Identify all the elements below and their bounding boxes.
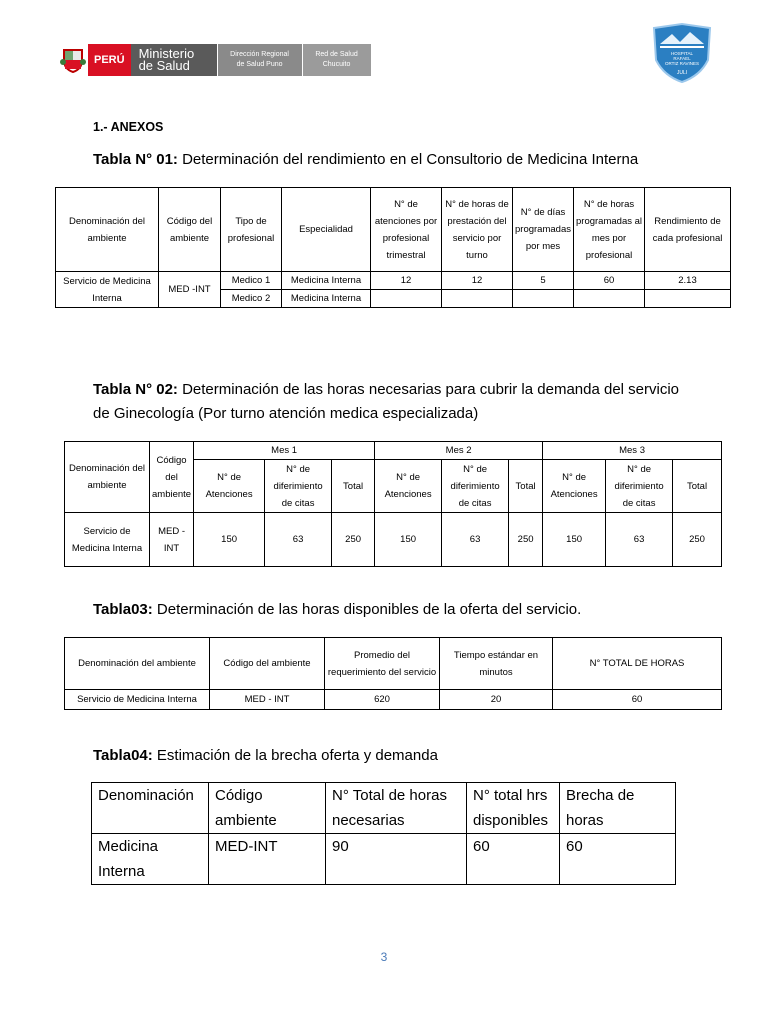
table-header: Denominación bbox=[92, 783, 209, 834]
table-header: N° TOTAL DE HORAS bbox=[553, 638, 722, 690]
table-header: N° de horas de prestación del servicio por turno bbox=[442, 188, 513, 272]
peru-label: PERÚ bbox=[88, 44, 131, 76]
table-header: Código del ambiente bbox=[150, 442, 194, 513]
table3-caption: Tabla03: Determinación de las horas disponibles de la oferta del servicio. bbox=[93, 601, 582, 618]
table-header: Promedio del requerimiento del servicio bbox=[325, 638, 440, 690]
table-header: Brecha de horas bbox=[560, 783, 676, 834]
table-header: Denominación del ambiente bbox=[65, 442, 150, 513]
government-banner bbox=[58, 44, 371, 76]
table-header: N° Total de horas necesarias bbox=[326, 783, 467, 834]
table-header: Mes 3 bbox=[543, 442, 722, 460]
table-row: Servicio de Medicina Interna MED -INT Medico 1 Medicina Interna 12 12 5 60 2.13 bbox=[56, 272, 731, 290]
table-header: N° de Atenciones bbox=[194, 460, 265, 513]
peru-coat-of-arms-icon bbox=[58, 44, 88, 76]
page-number: 3 bbox=[380, 950, 388, 964]
ministry-label: Ministerio de Salud bbox=[131, 44, 217, 76]
table1 bbox=[55, 187, 731, 308]
table-header: N° de atenciones por profesional trimestral bbox=[371, 188, 442, 272]
section-heading: 1.- ANEXOS bbox=[93, 120, 164, 134]
table-header: N° de diferimiento de citas bbox=[442, 460, 509, 513]
table3 bbox=[64, 637, 722, 710]
table2 bbox=[64, 441, 722, 567]
table-header: Denominación del ambiente bbox=[56, 188, 159, 272]
table4-caption: Tabla04: Estimación de la brecha oferta y demanda bbox=[93, 747, 438, 764]
table-header: N° de Atenciones bbox=[543, 460, 606, 513]
table-header: Mes 2 bbox=[375, 442, 543, 460]
table-header: N° de Atenciones bbox=[375, 460, 442, 513]
table-header: N° de diferimiento de citas bbox=[265, 460, 332, 513]
svg-text:RAFAEL: RAFAEL bbox=[673, 56, 691, 61]
table-header: Rendimiento de cada profesional bbox=[645, 188, 731, 272]
table-header: Código del ambiente bbox=[210, 638, 325, 690]
table-row: Medico 2 Medicina Interna bbox=[56, 290, 731, 308]
table-row: Servicio de Medicina Interna MED - INT 150 63 250 150 63 250 150 63 250 bbox=[65, 513, 722, 567]
table-header: Código ambiente bbox=[209, 783, 326, 834]
table-header: N° de diferimiento de citas bbox=[606, 460, 673, 513]
table-header: Total bbox=[332, 460, 375, 513]
table-header: N° total hrs disponibles bbox=[467, 783, 560, 834]
table-header: Tipo de profesional bbox=[221, 188, 282, 272]
svg-text:HOSPITAL: HOSPITAL bbox=[671, 51, 693, 56]
table4 bbox=[91, 782, 676, 885]
table-header: Denominación del ambiente bbox=[65, 638, 210, 690]
table-header: Mes 1 bbox=[194, 442, 375, 460]
table-header: Código del ambiente bbox=[159, 188, 221, 272]
svg-text:ORTIZ RAVINES: ORTIZ RAVINES bbox=[664, 61, 700, 66]
regional-direction-label: Dirección Regional de Salud Puno bbox=[217, 44, 302, 76]
table-row: Medicina Interna MED-INT 90 60 60 bbox=[92, 834, 676, 885]
table-header: Total bbox=[509, 460, 543, 513]
table-header: Total bbox=[673, 460, 722, 513]
table-header: Tiempo estándar en minutos bbox=[440, 638, 553, 690]
table-header: Especialidad bbox=[282, 188, 371, 272]
svg-text:JULI: JULI bbox=[676, 70, 688, 76]
table-header: N° de horas programadas al mes por profesional bbox=[574, 188, 645, 272]
table1-caption: Tabla N° 01: Determinación del rendimiento en el Consultorio de Medicina Interna bbox=[93, 151, 639, 168]
table2-caption: Tabla N° 02: Determinación de las horas necesarias para cubrir la demanda del servicio de Ginecología (Por turno atención medica especializada) bbox=[93, 381, 680, 422]
table-row: Servicio de Medicina Interna MED - INT 620 20 60 bbox=[65, 690, 722, 710]
hospital-shield-logo-icon bbox=[650, 22, 714, 84]
health-network-label: Red de Salud Chucuito bbox=[302, 44, 371, 76]
table-header: N° de días programadas por mes bbox=[513, 188, 574, 272]
